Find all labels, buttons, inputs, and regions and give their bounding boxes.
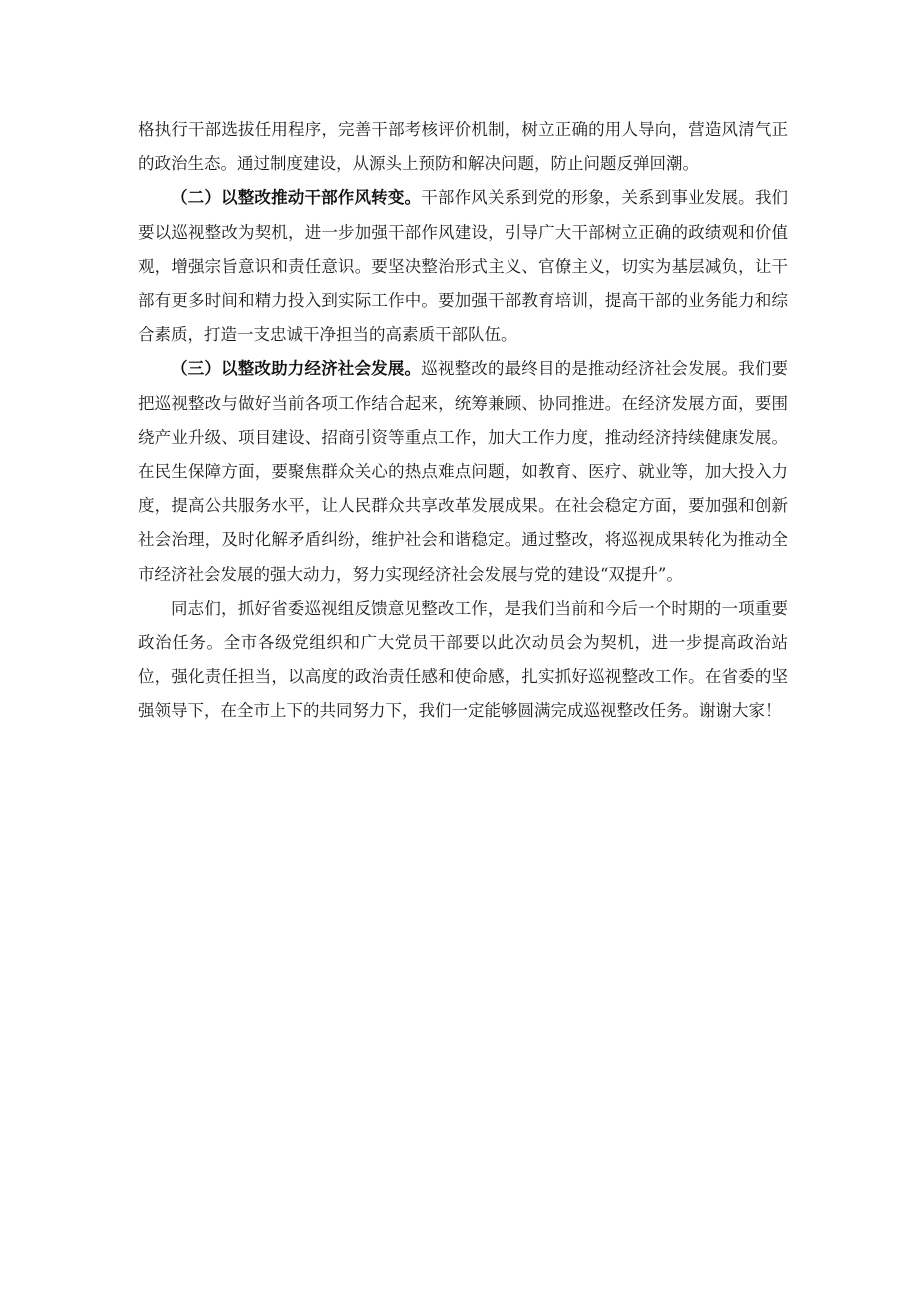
paragraph-closing — [138, 592, 788, 729]
document-body — [138, 113, 788, 729]
paragraph-section-two — [138, 181, 788, 352]
section-heading-two: （二）以整改推动干部作风转变。 — [171, 188, 422, 208]
paragraph-section-three — [138, 352, 788, 591]
paragraph-text: 巡视整改的最终目的是推动经济社会发展。我们要把巡视整改与做好当前各项工作结合起来，统筹兼顾、协同推进。在经济发展方面，要围绕产业升级、项目建设、招商引资等重点工作，加大工作力度，推动经济持续健康发展。在民生保障方面，要聚焦群众关心的热点难点问题，如教育、医疗、就业等，加大投入力度，提高公共服务水平，让人民群众共享改革发展成果。在社会稳定方面，要加强和创新社会治理，及时化解矛盾纠纷，维护社会和谐稳定。通过整改，将巡视成果转化为推动全市经济社会发展的强大动力，努力实现经济社会发展与党的建设“双提升”。 — [138, 359, 789, 584]
paragraph-text: 格执行干部选拔任用程序，完善干部考核评价机制，树立正确的用人导向，营造风清气正的政治生态。通过制度建设，从源头上预防和解决问题，防止问题反弹回潮。 — [138, 120, 788, 174]
section-heading-three: （三）以整改助力经济社会发展。 — [171, 359, 422, 379]
paragraph-text: 同志们，抓好省委巡视组反馈意见整改工作，是我们当前和今后一个时期的一项重要政治任务。全市各级党组织和广大党员干部要以此次动员会为契机，进一步提高政治站位，强化责任担当，以高度的政治责任感和使命感，扎实抓好巡视整改工作。在省委的坚强领导下，在全市上下的共同努力下，我们一定能够圆满完成巡视整改任务。谢谢大家！ — [138, 598, 788, 721]
paragraph-text: 干部作风关系到党的形象，关系到事业发展。我们要以巡视整改为契机，进一步加强干部作风建设，引导广大干部树立正确的政绩观和价值观，增强宗旨意识和责任意识。要坚决整治形式主义、官僚主义，切实为基层减负，让干部有更多时间和精力投入到实际工作中。要加强干部教育培训，提高干部的业务能力和综合素质，打造一支忠诚干净担当的高素质干部队伍。 — [138, 188, 789, 345]
paragraph-continuation — [138, 113, 788, 181]
